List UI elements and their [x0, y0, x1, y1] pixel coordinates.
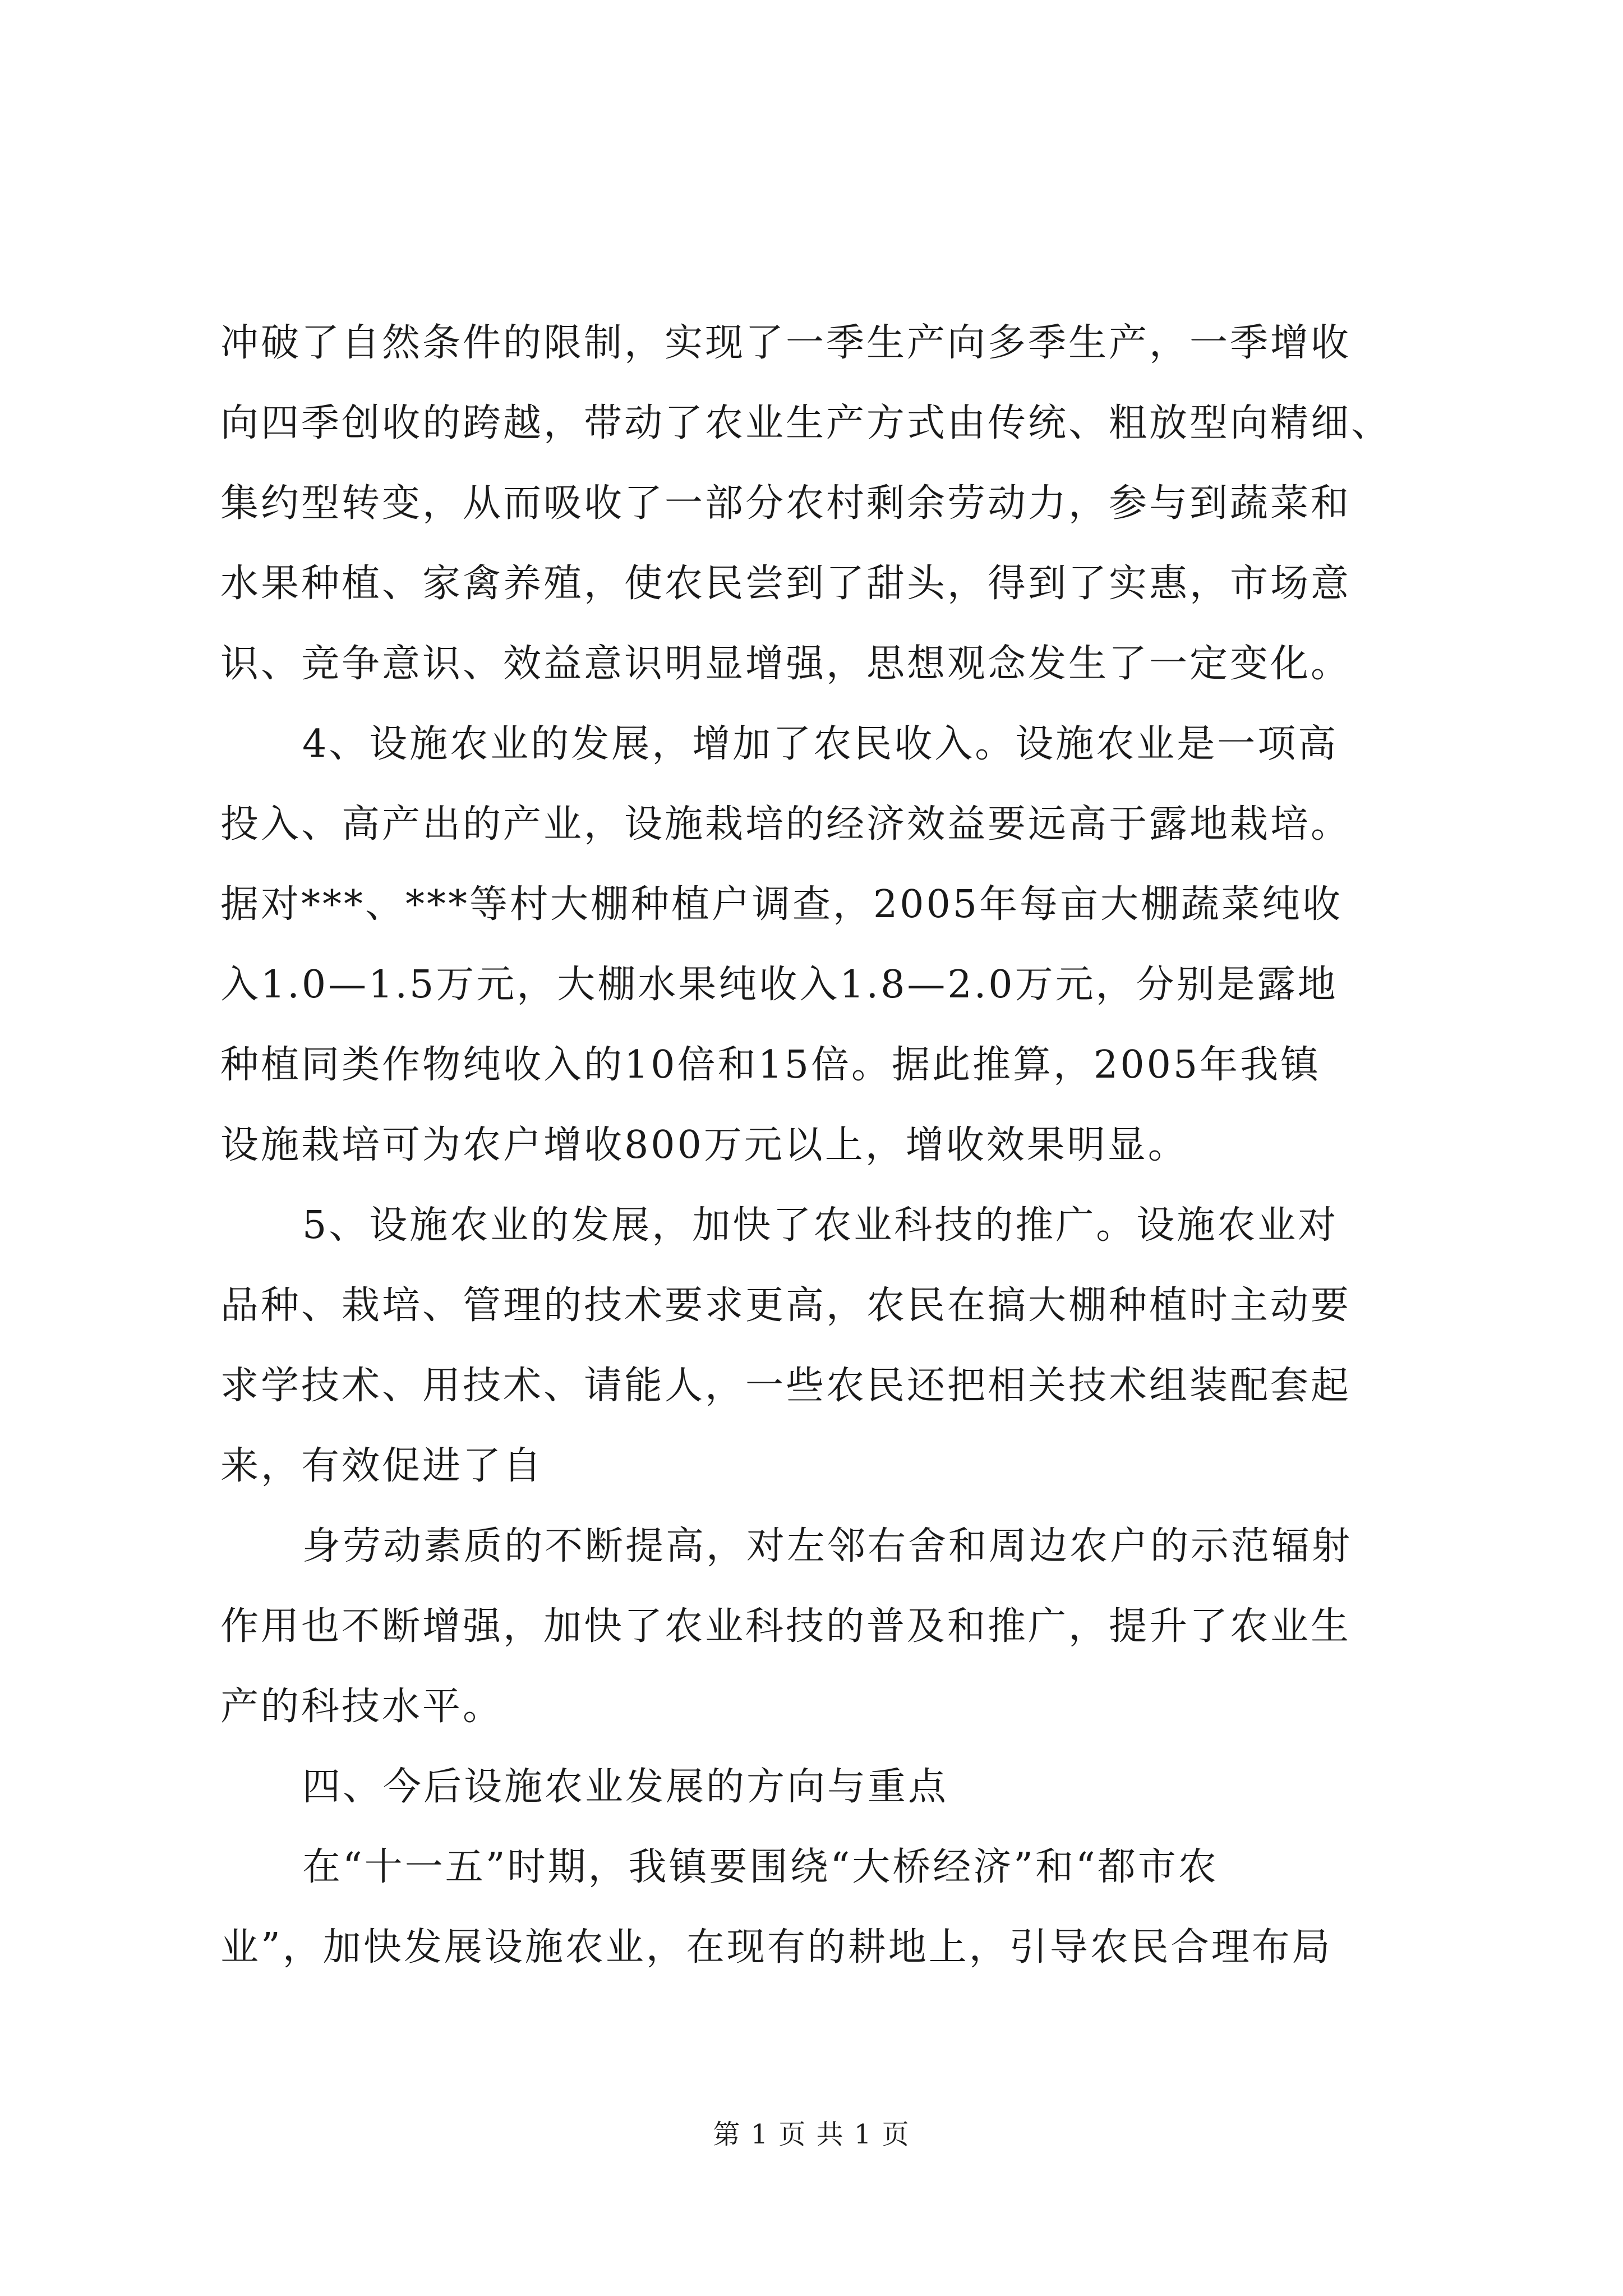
paragraph-4-first-line: 4、设施农业的发展，增加了农民收入。设施农业是一项高 — [302, 722, 1339, 766]
body-line: 产的科技水平。 — [220, 1685, 504, 1729]
body-line: 求学技术、用技术、请能人，一些农民还把相关技术组装配套起 — [220, 1364, 1352, 1408]
body-line: 集约型转变，从而吸收了一部分农村剩余劳动力，参与到蔬菜和 — [220, 481, 1352, 526]
document-body — [220, 303, 1423, 1987]
body-line: 识、竞争意识、效益意识明显增强，思想观念发生了一定变化。 — [220, 642, 1352, 686]
paragraph-first-line: 在“十一五”时期，我镇要围绕“大桥经济”和“都市农 — [302, 1845, 1219, 1889]
body-line: 种植同类作物纯收入的10倍和15倍。据此推算，2005年我镇 — [220, 1043, 1321, 1087]
body-line: 品种、栽培、管理的技术要求更高，农民在搞大棚种植时主动要 — [220, 1283, 1352, 1328]
body-line: 来，有效促进了自 — [220, 1444, 544, 1488]
body-line: 作用也不断增强，加快了农业科技的普及和推广，提升了农业生 — [220, 1604, 1352, 1649]
body-line: 投入、高产出的产业，设施栽培的经济效益要远高于露地栽培。 — [220, 802, 1352, 846]
paragraph-5-first-line: 5、设施农业的发展，加快了农业科技的推广。设施农业对 — [302, 1203, 1339, 1248]
body-line: 冲破了自然条件的限制，实现了一季生产向多季生产，一季增收 — [220, 321, 1352, 365]
paragraph-continuation-first-line: 身劳动素质的不断提高，对左邻右舍和周边农户的示范辐射 — [302, 1524, 1353, 1568]
body-line: 设施栽培可为农户增收800万元以上，增收效果明显。 — [220, 1123, 1188, 1167]
section-heading-4: 四、今后设施农业发展的方向与重点 — [302, 1765, 949, 1809]
body-line: 据对***、***等村大棚种植户调查，2005年每亩大棚蔬菜纯收 — [220, 882, 1343, 927]
body-line: 入1.0—1.5万元，大棚水果纯收入1.8—2.0万元，分别是露地 — [220, 963, 1338, 1007]
page-footer: 第 1 页 共 1 页 — [713, 2119, 910, 2150]
body-line: 业”，加快发展设施农业，在现有的耕地上，引导农民合理布局 — [220, 1925, 1332, 1970]
body-line: 向四季创收的跨越，带动了农业生产方式由传统、粗放型向精细、 — [220, 401, 1392, 445]
body-line: 水果种植、家禽养殖，使农民尝到了甜头，得到了实惠，市场意 — [220, 562, 1352, 606]
